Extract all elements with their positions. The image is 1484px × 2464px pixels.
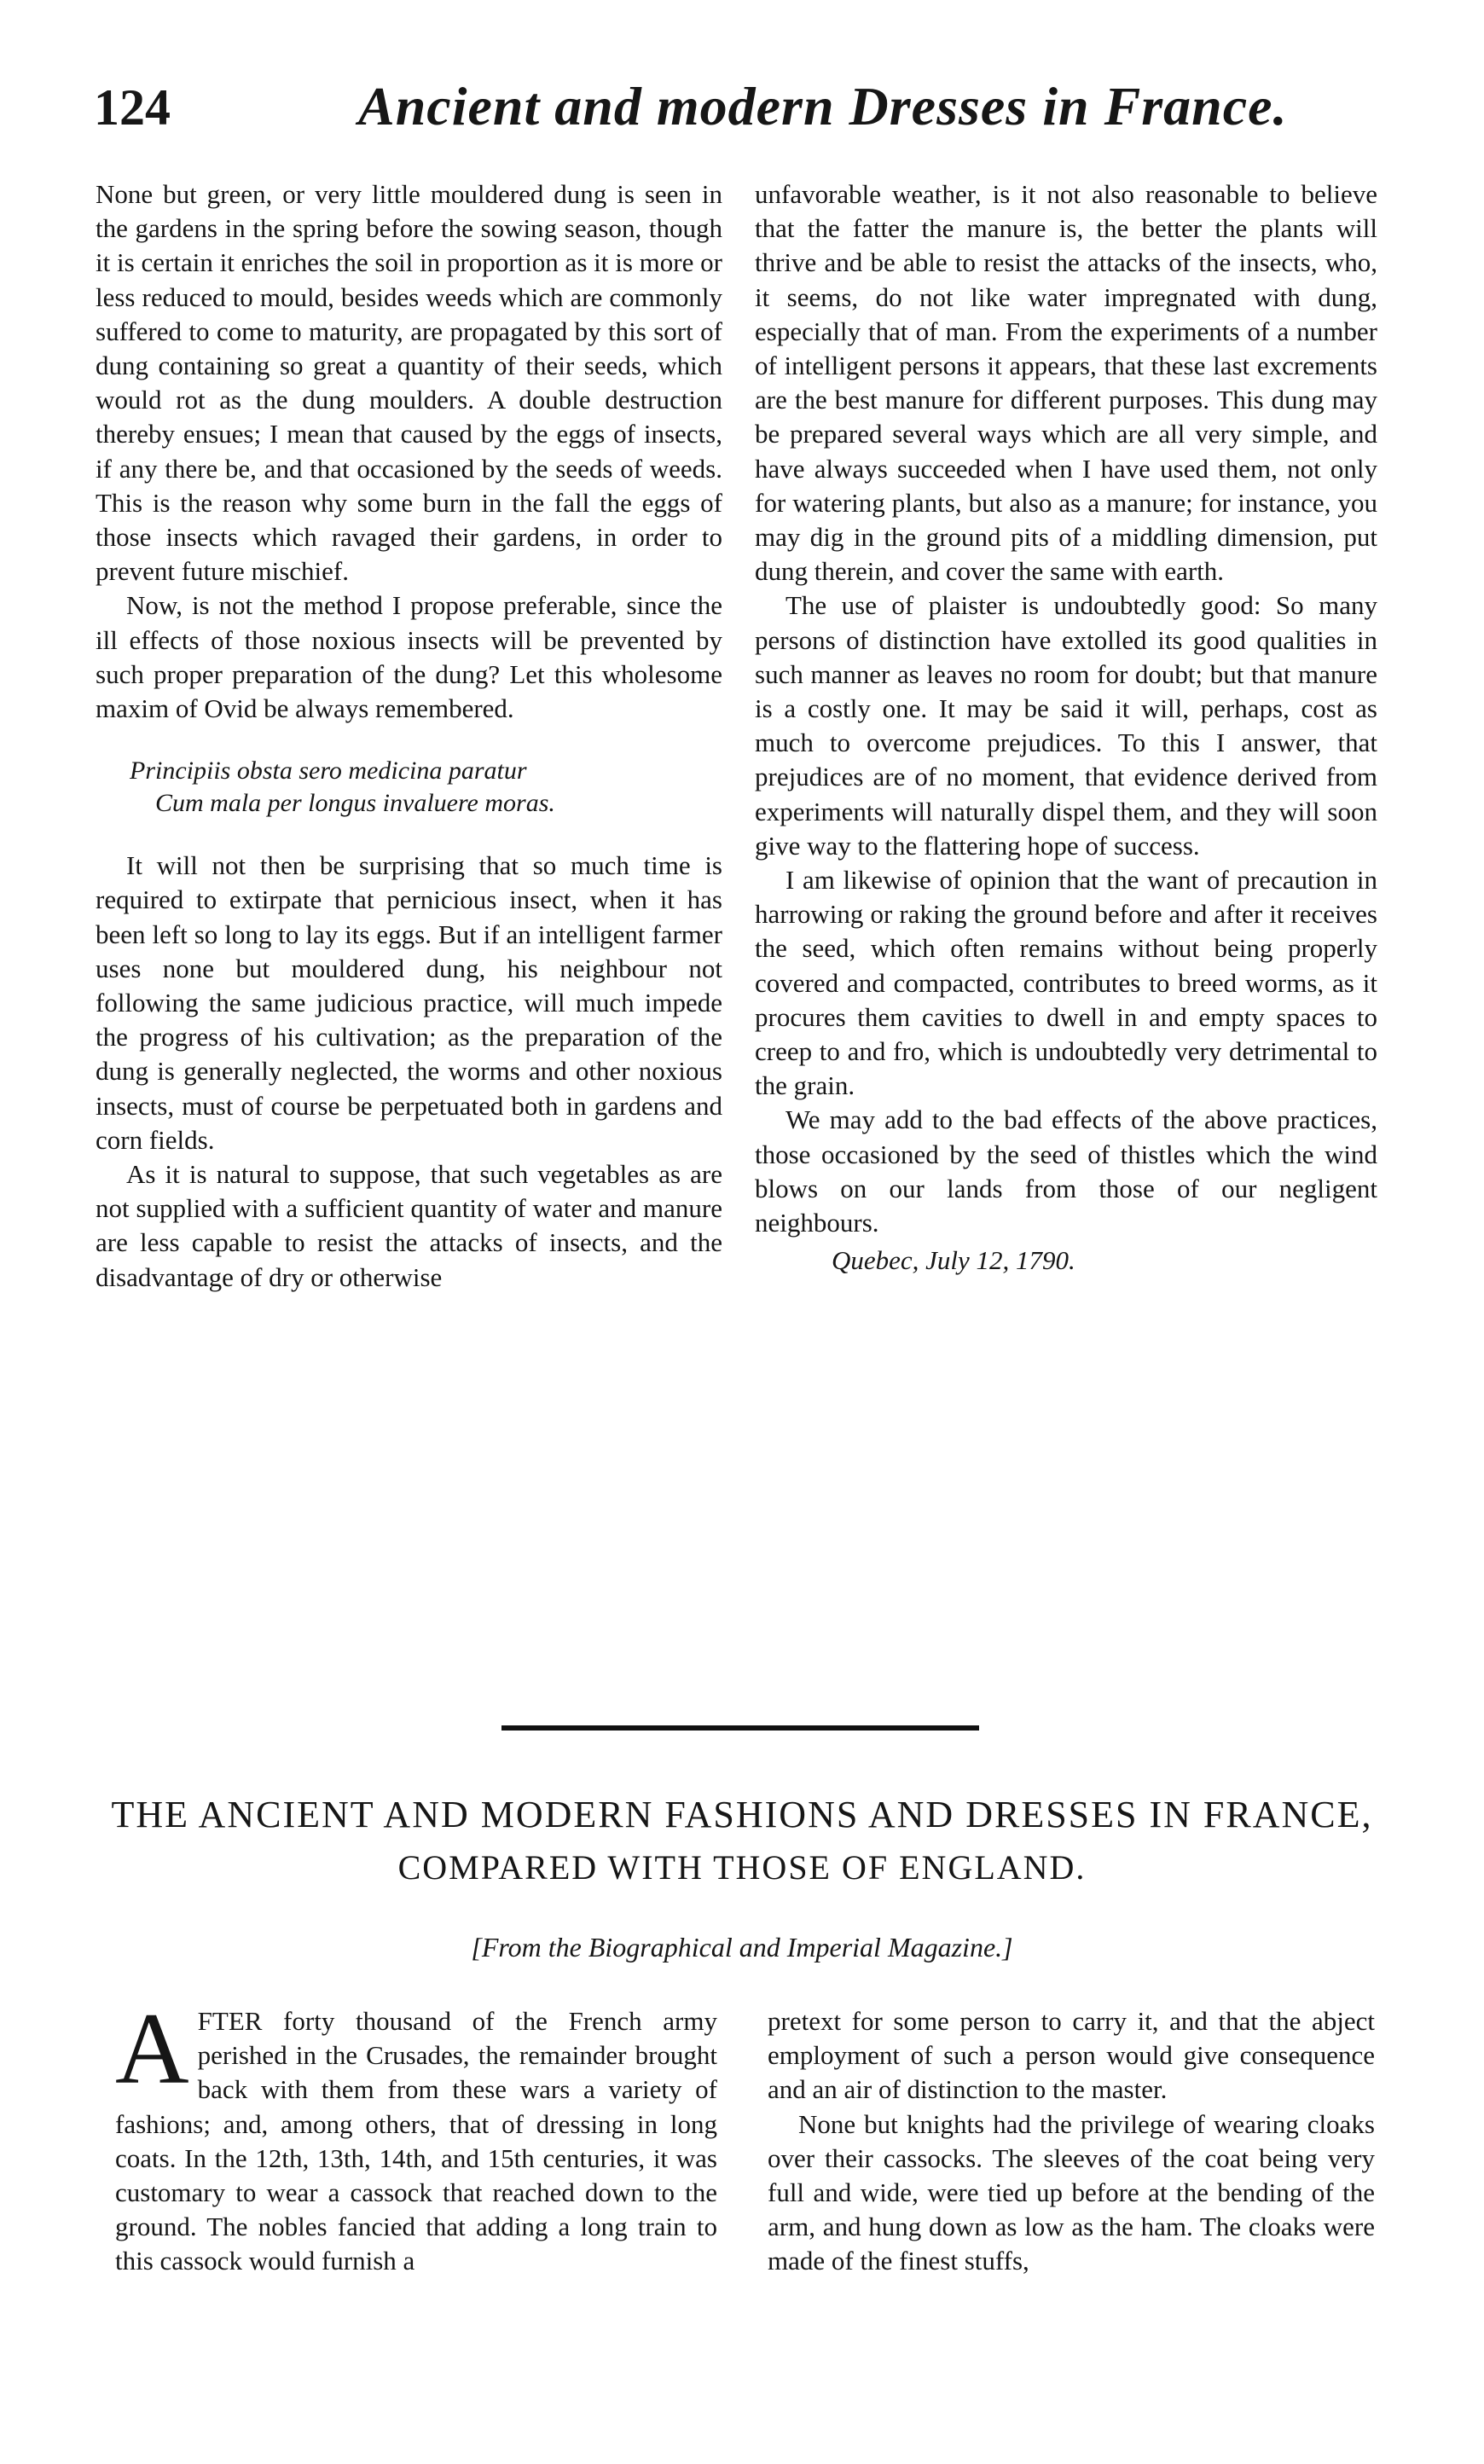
- paragraph: I am likewise of opinion that the want of precaution in harrowing or raking the ground before and after it receives the seed, which often remains without being properly covered and compacted, contributes to breed worms, as it procures them cavities to dwell in and empty spaces to creep to and fro, which is undoubtedly very detrimental to the grain.: [755, 865, 1377, 1101]
- page-header: [77, 73, 1407, 150]
- paragraph: unfavorable weather, is it not also reasonable to believe that the fatter the manure is, the better the plants will thrive and be able to resist the attacks of the insects, who, it seems, do not like water impregnated with dung, especially that of man. From the experiments of a number of intelligent persons it appears, that these last excrements are the best manure for different purposes. This dung may be prepared several ways which are all very simple, and have always succeeded when I have used them, not only for watering plants, but also as a manure; for instance, you may dig in the ground pits of a middling dimension, put dung therein, and cover the same with earth.: [755, 179, 1377, 587]
- running-title: Ancient and modern Dresses in France.: [358, 76, 1288, 136]
- quotation-line: Cum mala per longus invaluere moras.: [155, 789, 555, 818]
- paragraph-text: FTER forty thousand of the French army perished in the Crusades, the remainder brought back with them from these wars a variety of fashions; and, among others, that of dressing in long coats. In the 12th, 13th, 14th, and 15th centuries, it was customary to wear a cassock that reached down to the ground. The nobles fancied that adding a long train to this cassock would furnish a: [115, 2006, 717, 2276]
- article-title: THE ANCIENT AND MODERN FASHIONS AND DRESSES IN FRANCE,: [111, 1794, 1373, 1835]
- article-source: [From the Biographical and Imperial Magazine.]: [471, 1932, 1013, 1963]
- previous-article-right-column: [755, 177, 1377, 1278]
- article-left-column: [115, 1991, 717, 2279]
- paragraph: It will not then be surprising that so much time is required to extirpate that pernicious insect, when it has been left so long to lay its eggs. But if an intelligent farmer uses none but mouldered dung, his neighbour not following the same judicious practice, will much impede the progress of his cultivation; as the preparation of the dung is generally neglected, the worms and other noxious insects, must of course be perpetuated both in gardens and corn fields.: [96, 850, 722, 1155]
- article-subtitle: COMPARED WITH THOSE OF ENGLAND.: [397, 1848, 1087, 1887]
- paragraph: As it is natural to suppose, that such vegetables as are not supplied with a sufficient quantity of water and manure are less capable to resist the attacks of insects, and the disadvantage of dry or otherwise: [96, 1159, 722, 1292]
- paragraph: pretext for some person to carry it, and that the abject employment of such a person would give consequence and an air of distinction to the master.: [768, 2006, 1375, 2105]
- opening-paragraph: [115, 1991, 717, 2279]
- section-divider: [501, 1725, 979, 1731]
- paragraph: None but knights had the privilege of wearing cloaks over their cassocks. The sleeves of the coat being very full and wide, were tied up before at the bending of the arm, and hung down as low as the ham. The cloaks were made of the finest stuffs,: [768, 2108, 1375, 2276]
- article-right-column: [768, 2004, 1375, 2279]
- paragraph: The use of plaister is undoubtedly good: So many persons of distinction have extolled its good qualities in such manner as leaves no room for doubt; but that manure is a costly one. It may be said it will, perhaps, cost as much to overcome prejudices. To this I answer, that prejudices are of no moment, that evidence derived from experiments will naturally dispel them, and they will soon give way to the flattering hope of success.: [755, 590, 1377, 861]
- paragraph: We may add to the bad effects of the above practices, those occasioned by the seed of thistles which the wind blows on our lands from those of our negligent neighbours.: [755, 1104, 1377, 1238]
- dateline: Quebec, July 12, 1790.: [832, 1245, 1075, 1276]
- latin-quotation: [130, 755, 722, 820]
- page-number: 124: [94, 79, 171, 136]
- quotation-line: Principiis obsta sero medicina paratur: [130, 757, 527, 786]
- drop-cap: A: [115, 1991, 189, 2105]
- paragraph: None but green, or very little mouldered dung is seen in the gardens in the spring before the sowing season, though it is certain it enriches the soil in proportion as it is more or less reduced to mould, besides weeds which are commonly suffered to come to maturity, are propagated by this sort of dung containing so great a quantity of their seeds, which would rot as the dung moulders. A double destruction thereby ensues; I mean that caused by the eggs of insects, if any there be, and that occasioned by the seeds of weeds. This is the reason why some burn in the fall the eggs of those insects which ravaged their gardens, in order to prevent future mischief.: [96, 179, 722, 587]
- previous-article-left-column: [96, 177, 722, 1295]
- paragraph: Now, is not the method I propose preferable, since the ill effects of those noxious insects will be prevented by such proper preparation of the dung? Let this wholesome maxim of Ovid be always remembered.: [96, 590, 722, 724]
